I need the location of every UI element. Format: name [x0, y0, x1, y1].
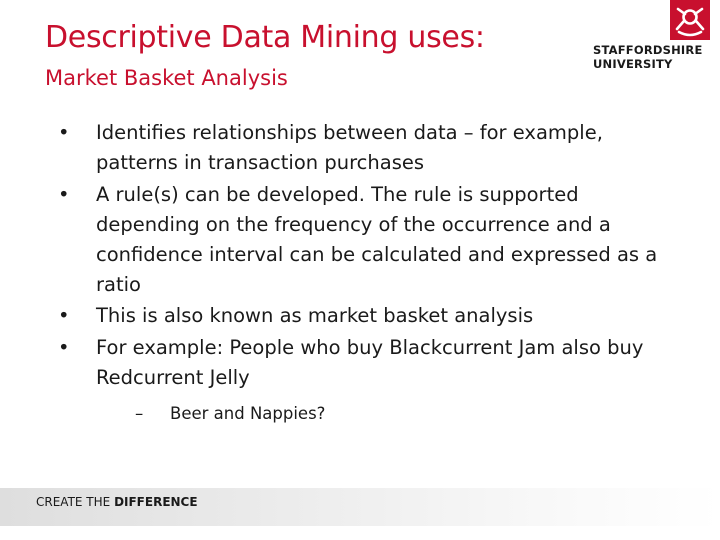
bullet-text: Identifies relationships between data – for example, patterns in transaction purchases [96, 121, 603, 174]
slide-title: Descriptive Data Mining uses: [45, 20, 485, 55]
sub-bullet-item [96, 401, 676, 427]
bullet-text: For example: People who buy Blackcurrent Jam also buy Redcurrent Jelly [96, 335, 644, 389]
sub-bullet-list [96, 401, 676, 427]
university-logo [590, 0, 720, 80]
bullet-text: This is also known as market basket analysis [96, 304, 534, 327]
bullet-marker: • [58, 304, 70, 327]
bullet-marker: • [58, 335, 70, 359]
staffordshire-knot-icon [670, 0, 710, 40]
bullet-list [56, 118, 676, 427]
footer-tagline [36, 495, 198, 509]
bullet-marker: • [58, 121, 70, 144]
sub-bullet-text: Beer and Nappies? [170, 403, 326, 423]
bullet-text: A rule(s) can be developed. The rule is supported depending on the frequency of the occurrence and a confidence interval can be calculated and expressed as a ratio [96, 182, 658, 296]
slide-content [56, 118, 676, 428]
bullet-item [56, 333, 676, 427]
slide-subtitle: Market Basket Analysis [45, 66, 288, 90]
footer-tagline-plain: CREATE THE [36, 495, 115, 509]
footer-tagline-bold: DIFFERENCE [114, 495, 198, 509]
logo-text-university: UNIVERSITY [593, 57, 673, 71]
sub-bullet-marker: – [135, 403, 144, 423]
bullet-item [56, 118, 676, 178]
bullet-item [56, 180, 676, 300]
bullet-item [56, 301, 676, 331]
logo-text-staffordshire: STAFFORDSHIRE [593, 43, 703, 57]
bullet-marker: • [58, 182, 70, 206]
